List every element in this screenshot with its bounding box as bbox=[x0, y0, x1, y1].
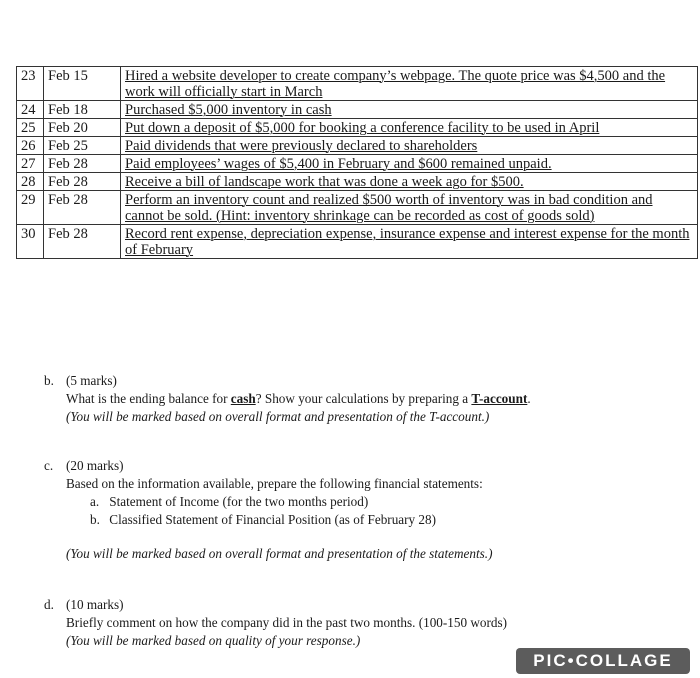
transaction-number: 30 bbox=[17, 225, 44, 259]
question-d-text: Briefly comment on how the company did in the past two months. (100-150 words) bbox=[66, 615, 507, 630]
question-b-cash: cash bbox=[230, 391, 256, 406]
transaction-description-text: Paid dividends that were previously declared to shareholders bbox=[125, 138, 478, 154]
question-c-note: (You will be marked based on overall format and presentation of the statements.) bbox=[66, 546, 493, 561]
question-b-prompt bbox=[66, 390, 684, 408]
transaction-date: Feb 25 bbox=[44, 137, 121, 155]
question-c-letter: c. bbox=[44, 458, 54, 473]
question-d-marks: (10 marks) bbox=[66, 597, 124, 612]
question-b-note: (You will be marked based on overall format and presentation of the T-account.) bbox=[66, 409, 490, 424]
transaction-description-text: Put down a deposit of $5,000 for booking a conference facility to be used in April bbox=[125, 120, 600, 136]
question-d-letter: d. bbox=[44, 597, 54, 612]
transaction-row bbox=[17, 173, 698, 191]
question-c-item-text: Statement of Income (for the two months period) bbox=[109, 494, 369, 509]
transaction-date: Feb 28 bbox=[44, 191, 121, 225]
question-d bbox=[44, 596, 684, 650]
question-c-item-text: Classified Statement of Financial Position (as of February 28) bbox=[109, 512, 436, 527]
transaction-number: 25 bbox=[17, 119, 44, 137]
transaction-number: 28 bbox=[17, 173, 44, 191]
transaction-row bbox=[17, 67, 698, 101]
transaction-description-text: Hired a website developer to create company’s webpage. The quote price was $4,500 and the work will officially start in March bbox=[125, 68, 666, 100]
transaction-number: 27 bbox=[17, 155, 44, 173]
transaction-date: Feb 28 bbox=[44, 155, 121, 173]
transaction-row bbox=[17, 101, 698, 119]
question-c-item bbox=[90, 493, 684, 511]
transaction-description bbox=[121, 191, 698, 225]
question-c bbox=[44, 457, 684, 563]
question-b-letter: b. bbox=[44, 373, 54, 388]
transaction-description bbox=[121, 119, 698, 137]
transaction-row bbox=[17, 119, 698, 137]
transaction-description-text: Paid employees’ wages of $5,400 in February and $600 remained unpaid. bbox=[125, 156, 552, 172]
transaction-description bbox=[121, 173, 698, 191]
transaction-description-text: Receive a bill of landscape work that was done a week ago for $500. bbox=[125, 174, 524, 190]
transaction-row bbox=[17, 155, 698, 173]
question-c-item-marker: b. bbox=[90, 512, 100, 527]
transaction-number: 29 bbox=[17, 191, 44, 225]
transaction-number: 26 bbox=[17, 137, 44, 155]
transaction-description-text: Record rent expense, depreciation expense, insurance expense and interest expense for the month of February bbox=[125, 226, 690, 258]
transaction-description bbox=[121, 137, 698, 155]
transaction-description bbox=[121, 67, 698, 101]
transaction-date: Feb 15 bbox=[44, 67, 121, 101]
transaction-date: Feb 28 bbox=[44, 225, 121, 259]
transactions-table bbox=[16, 66, 698, 259]
question-c-marks: (20 marks) bbox=[66, 458, 124, 473]
question-b-t-account: T-account bbox=[471, 391, 528, 406]
question-c-item-marker: a. bbox=[90, 494, 100, 509]
transaction-date: Feb 28 bbox=[44, 173, 121, 191]
question-d-note: (You will be marked based on quality of your response.) bbox=[66, 633, 361, 648]
question-b-marks: (5 marks) bbox=[66, 373, 117, 388]
transactions-table-body bbox=[17, 67, 698, 259]
question-b-text-1: What is the ending balance for bbox=[66, 391, 231, 406]
transaction-description bbox=[121, 101, 698, 119]
question-b-text-3: . bbox=[527, 391, 531, 406]
transaction-description bbox=[121, 225, 698, 259]
question-c-item bbox=[90, 511, 684, 529]
transaction-number: 24 bbox=[17, 101, 44, 119]
question-b bbox=[44, 372, 684, 426]
transaction-row bbox=[17, 225, 698, 259]
transaction-row bbox=[17, 137, 698, 155]
transaction-date: Feb 20 bbox=[44, 119, 121, 137]
question-c-text: Based on the information available, prepare the following financial statements: bbox=[66, 476, 483, 491]
transaction-number: 23 bbox=[17, 67, 44, 101]
transaction-description-text: Purchased $5,000 inventory in cash bbox=[125, 102, 332, 118]
question-b-text-2: ? Show your calculations by preparing a bbox=[255, 391, 472, 406]
pic-collage-watermark: PIC•COLLAGE bbox=[516, 648, 690, 674]
transaction-row bbox=[17, 191, 698, 225]
question-c-items bbox=[90, 493, 684, 529]
transaction-description bbox=[121, 155, 698, 173]
transaction-description-text: Perform an inventory count and realized $500 worth of inventory was in bad condition and cannot be sold. (Hint: inventory shrinkage can be recorded as cost of goods sold) bbox=[125, 192, 653, 224]
transaction-date: Feb 18 bbox=[44, 101, 121, 119]
